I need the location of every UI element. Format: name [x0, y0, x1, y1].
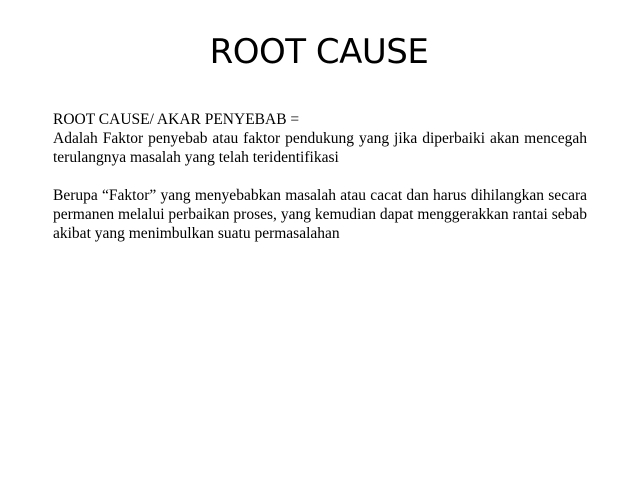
slide-title: ROOT CAUSE [209, 32, 429, 72]
explanation-paragraph: Berupa “Faktor” yang menyebabkan masalah atau cacat dan harus dihilangkan secara permanen melalui perbaikan proses, yang kemudian dapat menggerakkan rantai sebab akibat yang menimbulkan suatu permasalahan [53, 187, 587, 242]
slide-body [53, 110, 587, 243]
definition-paragraph: Adalah Faktor penyebab atau faktor pendukung yang jika diperbaiki akan mencegah terulangnya masalah yang telah teridentifikasi [53, 130, 587, 166]
paragraph-spacer [53, 167, 587, 186]
heading-line: ROOT CAUSE/ AKAR PENYEBAB = [53, 111, 300, 128]
